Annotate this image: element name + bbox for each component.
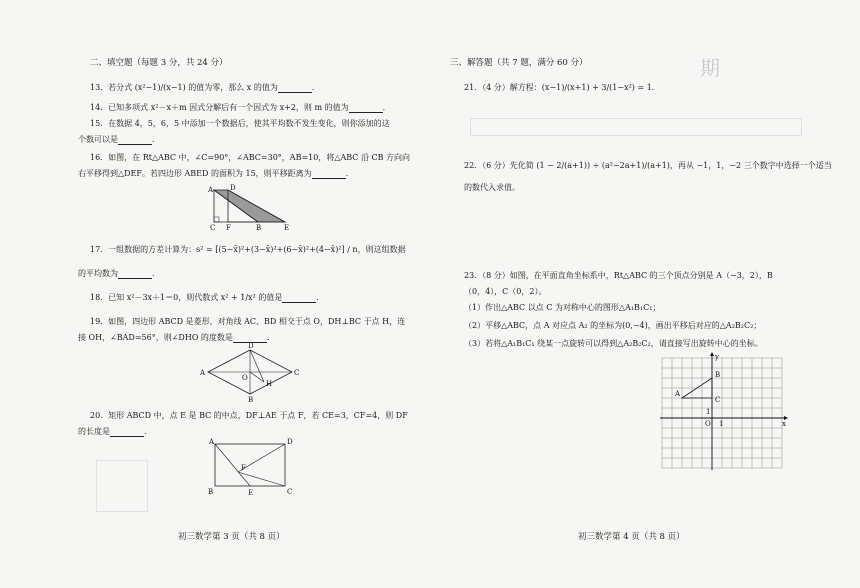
point-label-c: C: [715, 396, 721, 404]
question-13: 13．若分式 (x²−1)/(x−1) 的值为零，那么 x 的值为 ．: [90, 83, 320, 92]
answer-blank: [118, 136, 152, 145]
label-d: D: [248, 342, 254, 350]
right-angle-mark: [214, 217, 219, 222]
question-20-line2: 的长度是 ．: [78, 427, 152, 436]
question-14: 14．已知多项式 x²－x＋m 因式分解后有一个因式为 x+2，则 m 的值为 ．: [90, 103, 391, 112]
label-c: C: [210, 224, 216, 232]
label-a: A: [208, 186, 214, 194]
question-19-line2: 接 OH，∠BAD=56°，则∠DHO 的度数是 ．: [78, 333, 275, 342]
answer-blank: [110, 428, 144, 437]
question-21: 21．（4 分）解方程：(x−1)/(x+1) + 3/(1−x²) = 1．: [464, 83, 660, 92]
question-20-line1: 20．矩形 ABCD 中，点 E 是 BC 的中点，DF⊥AE 于点 F，若 CE=3，CF=4，则 DF: [90, 411, 408, 420]
label-f: F: [241, 464, 246, 472]
question-23-part1: （1）作出△ABC 以点 C 为对称中心的图形△A₁B₁C₁；: [464, 303, 661, 312]
question-18: 18．已知 x²－3x＋1＝0，则代数式 x² + 1/x² 的值是 ．: [90, 293, 325, 302]
answer-blank: [282, 294, 316, 303]
axis-label-y: y: [715, 353, 719, 361]
question-16-line2: 右平移得到△DEF。若四边形 ABED 的面积为 15，则平移距离为 ．: [78, 169, 354, 178]
section-fill-in-title: 二、填空题（每题 3 分，共 24 分）: [90, 58, 228, 68]
shaded-parallelogram: [214, 190, 285, 222]
question-23-line1: 23．（8 分）如图，在平面直角坐标系中，Rt△ABC 的三个顶点分别是 A（−3，2），B: [464, 271, 773, 280]
point-label-b: B: [715, 371, 721, 379]
question-13-text: 13．若分式 (x²−1)/(x−1) 的值为零，那么 x 的值为: [90, 83, 278, 92]
question-23-part3: （3）若将△A₁B₁C₁ 绕某一点旋转可以得到△A₂B₂C₂，请直接写出旋转中心的坐标。: [464, 339, 763, 348]
question-16-line1: 16．如图，在 Rt△ABC 中，∠C=90°，∠ABC=30°，AB=10，将△ABC 沿 CB 方向向: [90, 153, 411, 162]
answer-blank: [118, 270, 152, 279]
question-17-line2: 的平均数为 ．: [78, 269, 160, 278]
question-19-text: 接 OH，∠BAD=56°，则∠DHO 的度数是: [78, 333, 233, 342]
grid-lines: [662, 358, 782, 468]
label-b: B: [208, 488, 214, 496]
point-label-a: A: [675, 390, 681, 398]
tick-label-x1: 1: [719, 420, 724, 428]
bleed-through-table: [470, 118, 802, 136]
question-19-line1: 19．如图，四边形 ABCD 是菱形，对角线 AC、BD 相交于点 O，DH⊥BC 于点 H，连: [90, 317, 406, 326]
question-15-line1: 15．在数据 4，5，6，5 中添加一个数据后，使其平均数不发生变化，则你添加的这: [90, 119, 390, 128]
question-17-line1: 17．一组数据的方差计算为：s² = [(5−x̄)²+(3−x̄)²+(6−x̄)²+(4−x̄)²] / n，则这组数据: [90, 245, 406, 254]
page-footer-right: 初三数学第 4 页（共 8 页）: [578, 532, 685, 542]
page-footer-left: 初三数学第 3 页（共 8 页）: [178, 532, 285, 542]
answer-blank: [312, 170, 346, 179]
label-c: C: [287, 488, 293, 496]
question-14-text: 14．已知多项式 x²－x＋m 因式分解后有一个因式为 x+2，则 m 的值为: [90, 103, 349, 112]
right-page: [430, 0, 860, 588]
bleed-through-figure: [96, 460, 148, 512]
label-e: E: [284, 224, 290, 232]
question-23-line2: （0，4），C（0，2）。: [464, 287, 547, 296]
label-a: A: [200, 369, 206, 377]
label-h: H: [266, 380, 273, 388]
label-e: E: [248, 489, 254, 497]
tick-label-y1: 1: [706, 408, 711, 416]
y-axis-arrow: [710, 352, 714, 356]
question-16-text: 右平移得到△DEF。若四边形 ABED 的面积为 15，则平移距离为: [78, 169, 312, 178]
question-22-line1: 22．（6 分）先化简 (1 − 2/(a+1)) ÷ (a²−2a+1)/(a+1)，再从 −1，1，−2 三个数字中选择一个适当: [464, 161, 832, 170]
label-d: D: [230, 184, 236, 192]
origin-label: O: [705, 420, 711, 428]
question-22-line2: 的数代入求值。: [464, 183, 520, 192]
segment-fc: [238, 472, 285, 486]
label-b: B: [256, 224, 262, 232]
label-o: O: [242, 374, 248, 382]
question-15-text: 个数可以是: [78, 135, 118, 144]
figure-16-triangle-translation: [200, 184, 300, 234]
label-d: D: [287, 438, 293, 446]
label-b: B: [248, 396, 254, 404]
question-17-text: 的平均数为: [78, 269, 118, 278]
question-18-text: 18．已知 x²－3x＋1＝0，则代数式 x² + 1/x² 的值是: [90, 293, 283, 302]
question-15-line2: 个数可以是 ．: [78, 135, 160, 144]
axis-label-x: x: [782, 420, 786, 428]
question-23-part2: （2）平移△ABC，点 A 对应点 A₂ 的坐标为(0,−4)，画出平移后对应的△A₂B₂C₂；: [464, 321, 762, 330]
section-answer-title: 三、解答题（共 7 题，满分 60 分）: [450, 58, 588, 68]
question-20-text: 的长度是: [78, 427, 110, 436]
figure-19-rhombus: [200, 340, 300, 402]
label-f: F: [226, 224, 231, 232]
label-a: A: [209, 438, 215, 446]
coordinate-grid: [658, 352, 788, 474]
figure-20-rectangle: [205, 438, 295, 496]
label-c: C: [294, 369, 300, 377]
bleed-through-title: 期: [700, 56, 720, 80]
answer-blank: [278, 84, 312, 93]
answer-blank: [349, 104, 383, 113]
